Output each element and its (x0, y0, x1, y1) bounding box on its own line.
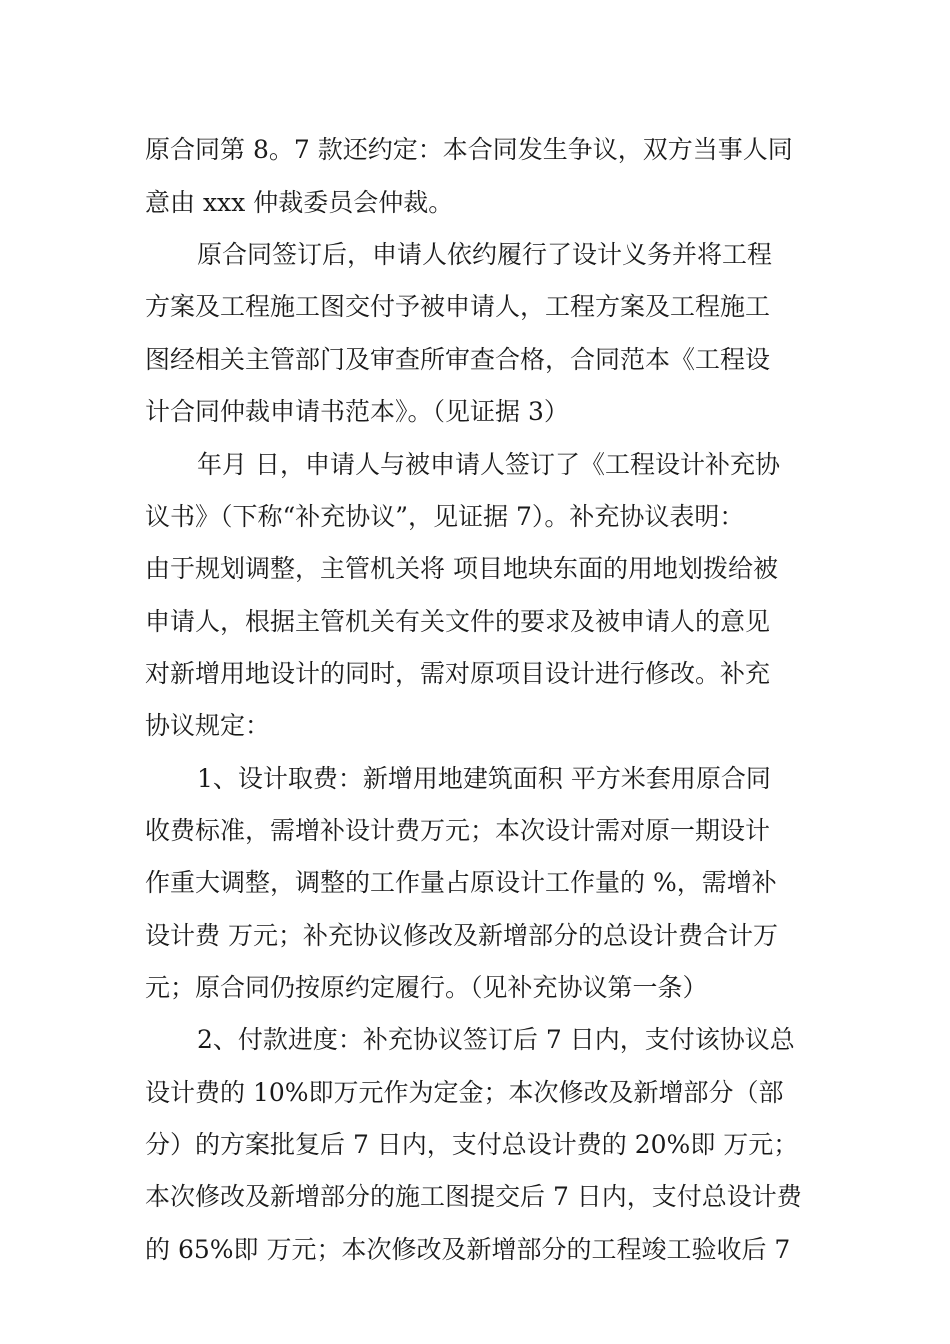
text-line: 计合同仲裁申请书范本》。（见证据 3） (145, 397, 569, 426)
paragraph-start-line: 2、付款进度：补充协议签订后 7 日内，支付该协议总 (197, 1025, 795, 1054)
text-line: 元；原合同仍按原约定履行。（见补充协议第一条） (145, 973, 708, 1002)
text-line: 作重大调整，调整的工作量占原设计工作量的 %，需增补 (145, 868, 777, 897)
paragraph-start-line: 年月 日，申请人与被申请人签订了《工程设计补充协 (197, 450, 780, 479)
text-line: 分）的方案批复后 7 日内，支付总设计费的 20%即 万元； (145, 1130, 799, 1159)
text-line: 本次修改及新增部分的施工图提交后 7 日内，支付总设计费 (145, 1182, 802, 1211)
text-line: 图经相关主管部门及审查所审查合格，合同范本《工程设 (145, 345, 771, 374)
text-line: 的 65%即 万元；本次修改及新增部分的工程竣工验收后 7 (145, 1235, 791, 1264)
paragraph-start-line: 原合同签订后，申请人依约履行了设计义务并将工程 (197, 240, 773, 269)
text-line: 意由 xxx 仲裁委员会仲裁。 (145, 188, 454, 217)
text-line: 收费标准，需增补设计费万元；本次设计需对原一期设计 (145, 816, 771, 845)
text-line: 由于规划调整，主管机关将 项目地块东面的用地划拨给被 (145, 554, 778, 583)
text-line: 议书》（下称“补充协议”，见证据 7）。补充协议表明： (145, 502, 745, 531)
paragraph-start-line: 1、设计取费：新增用地建筑面积 平方米套用原合同 (197, 764, 771, 793)
text-line: 对新增用地设计的同时，需对原项目设计进行修改。补充 (145, 659, 771, 688)
text-line: 原合同第 8。7 款还约定：本合同发生争议，双方当事人同 (145, 135, 793, 164)
text-line: 方案及工程施工图交付予被申请人，工程方案及工程施工 (145, 292, 771, 321)
text-line: 协议规定： (145, 711, 271, 740)
text-line: 设计费的 10%即万元作为定金；本次修改及新增部分（部 (145, 1078, 784, 1107)
text-line: 申请人，根据主管机关有关文件的要求及被申请人的意见 (145, 607, 771, 636)
text-line: 设计费 万元；补充协议修改及新增部分的总设计费合计万 (145, 921, 778, 950)
